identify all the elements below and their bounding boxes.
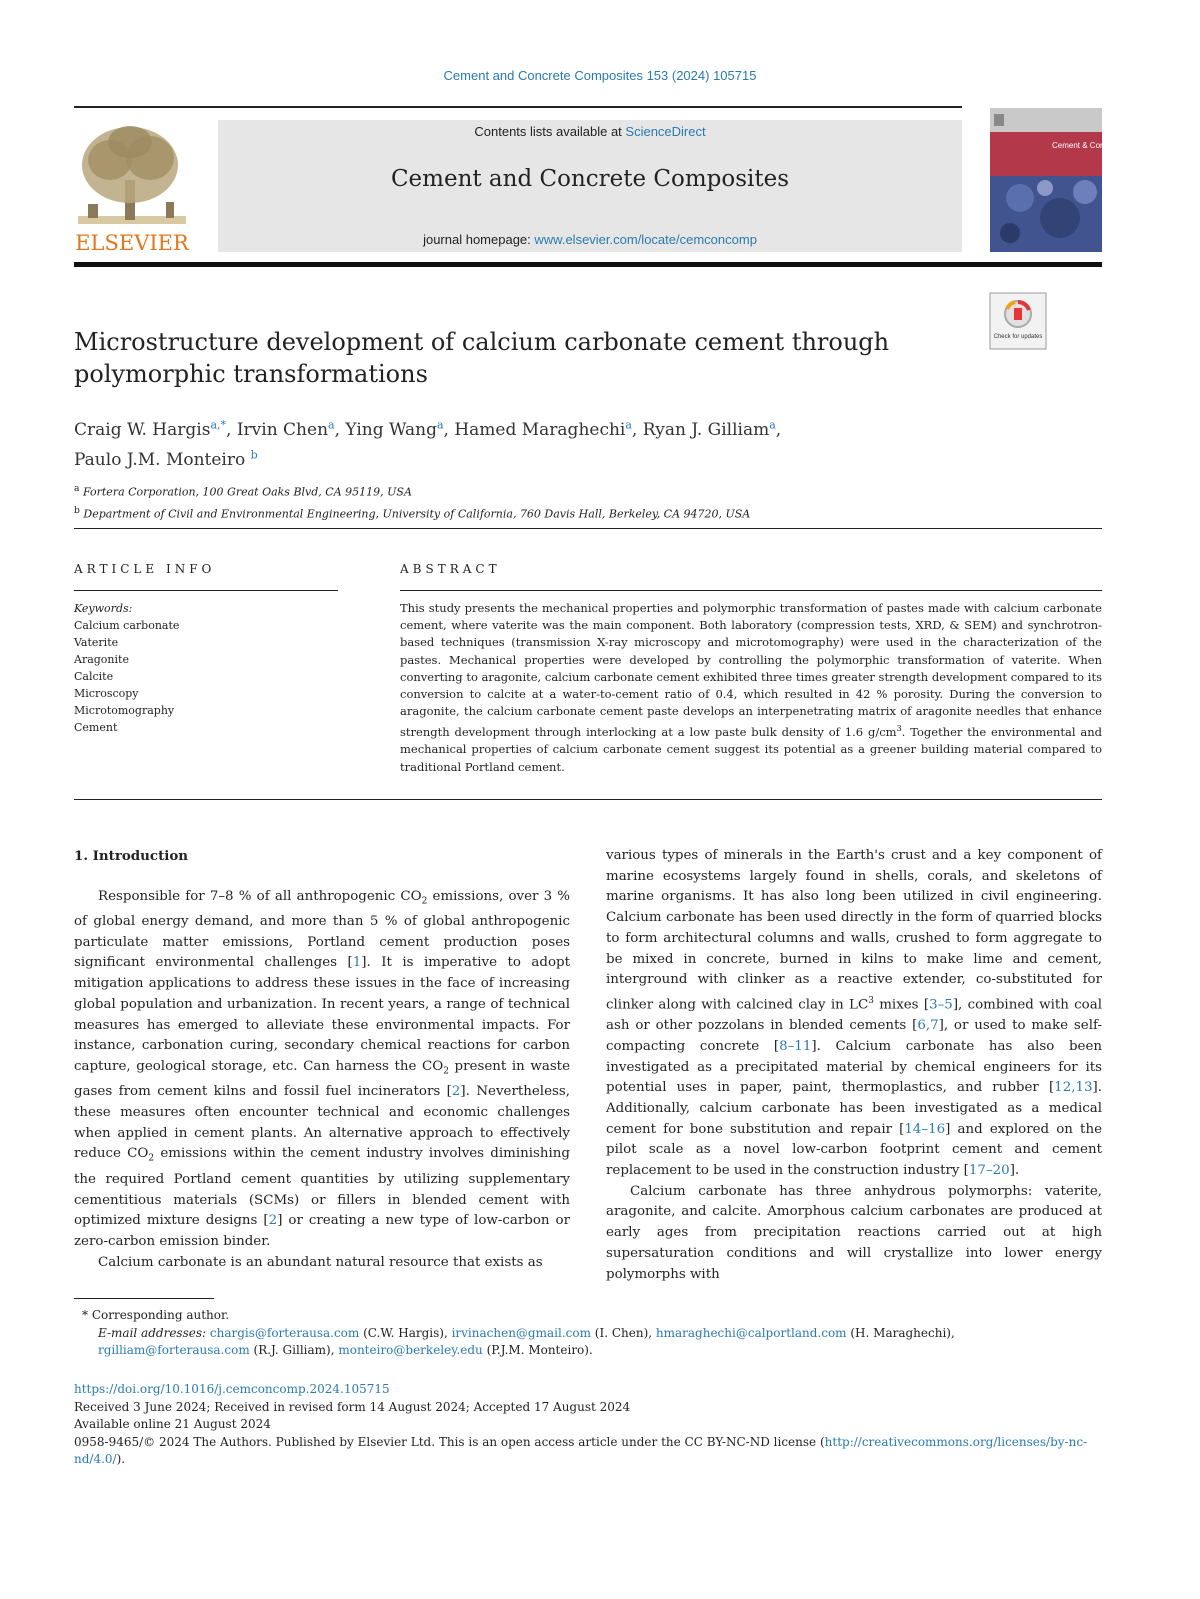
citation-link[interactable]: 17–20 bbox=[968, 1163, 1010, 1179]
running-head[interactable]: Cement and Concrete Composites 153 (2024) 105715 bbox=[443, 68, 757, 83]
author[interactable]: Ryan J. Gilliam$^a$, bbox=[642, 418, 782, 440]
homepage-line bbox=[218, 232, 962, 247]
header-rule bbox=[74, 106, 962, 108]
check-updates-label: Check for updates bbox=[993, 334, 1043, 340]
affiliation: $^a$ Fortera Corporation, 100 Great Oaks Blvd, CA 95119, USA bbox=[74, 483, 412, 499]
email-addresses: E-mail addresses: chargis@forterausa.com (C.W. Hargis), irvinachen@gmail.com (I. Chen), hmaraghechi@calportland.com (H. Maraghechi), rgilliam@forterausa.com (R.J. Gilliam), monteiro@berkeley.edu (P.J.M. Monteiro). bbox=[98, 1325, 955, 1357]
citation-link[interactable]: 6,7 bbox=[917, 1018, 939, 1034]
author[interactable]: Ying Wang$^a$, bbox=[345, 418, 455, 440]
email-link[interactable]: rgilliam@forterausa.com bbox=[98, 1343, 250, 1357]
publisher-logo bbox=[70, 120, 194, 260]
article-title bbox=[74, 326, 974, 390]
email-link[interactable]: irvinachen@gmail.com bbox=[451, 1325, 591, 1340]
doi-link[interactable]: https://doi.org/10.1016/j.cemconcomp.2024.105715 bbox=[74, 1382, 390, 1396]
license-statement: 0958-9465/© 2024 The Authors. Published by Elsevier Ltd. This is an open access article under the CC BY-NC-ND license (http://creativecommons.org/licenses/by-nc-nd/4.0/). bbox=[74, 1434, 1088, 1466]
abstract-heading: ABSTRACT bbox=[400, 562, 501, 576]
author-list bbox=[74, 412, 974, 473]
corresponding-author-note: * Corresponding author. bbox=[82, 1308, 230, 1322]
paragraph: Responsible for 7–8 % of all anthropogenic $CO_2$ emissions, over 3 % of global energy demand, and more than 5 % of global anthropogenic particulate matter emissions, Portland cement production poses significant environmental challenges [1]. It is imperative to adopt mitigation applications to address these issues in the face of increasing global population and urbanization. In recent years, a range of technical measures has emerged to alleviate these environmental impacts. For instance, carbonation curing, secondary chemical reactions for carbon capture, geological storage, etc. Can harness the $CO_2$ present in waste gases from cement kilns and fossil fuel incinerators [2]. Nevertheless, these measures often encounter technical and economic challenges when applied in cement plants. An alternative approach to effectively reduce $CO_2$ emissions within the cement industry involves diminishing the required Portland cement quantities by utilizing supplementary cementitious materials (SCMs) or fillers in blended cement with optimized mixture designs [2] or creating a new type of low-carbon or zero-carbon emission binder. bbox=[74, 888, 571, 1249]
abstract-text: This study presents the mechanical properties and polymorphic transformation of pastes made with calcium carbonate cement, where vaterite was the main component. Both laboratory (compression tests, XRD, & SEM) and synchrotron-based techniques (transmission X-ray microscopy and microtomography) were used in the characterization of the pastes. Mechanical properties were developed by controlling the polymorphic transformation of vaterite. When converting to aragonite, calcium carbonate cement exhibited three times greater strength development compared to its conversion to calcite at a water-to-cement ratio of 0.4, which resulted in 42 % porosity. During the conversion to aragonite, the calcium carbonate cement paste develops an interpenetrating matrix of aragonite needles that enhance strength development through interlocking at a low paste bulk density of 1.6 $g/cm^3$. Together the environmental and mechanical properties of calcium carbonate cement suggest its potential as a greener building material compared to traditional Portland cement. bbox=[400, 601, 1103, 774]
publisher-wordmark: ELSEVIER bbox=[75, 231, 189, 255]
affiliation: $^b$ Department of Civil and Environmental Engineering, University of California, 760 Davis Hall, Berkeley, CA 94720, USA bbox=[74, 504, 751, 521]
cover-title: Cement & Concrete Composites bbox=[1052, 141, 1167, 150]
body-column-left bbox=[74, 846, 570, 1273]
email-link[interactable]: monteiro@berkeley.edu bbox=[338, 1343, 483, 1357]
journal-title: Cement and Concrete Composites bbox=[390, 166, 790, 192]
footnote-rule bbox=[74, 1298, 214, 1299]
available-online: Available online 21 August 2024 bbox=[74, 1417, 271, 1431]
keyword: Calcite bbox=[74, 670, 114, 683]
abstract-rule bbox=[400, 590, 1102, 591]
section-heading: 1. Introduction bbox=[74, 848, 189, 864]
article-info-heading: ARTICLE INFO bbox=[74, 562, 216, 576]
author[interactable]: Paulo J.M. Monteiro $^b$ bbox=[74, 448, 258, 471]
homepage-prefix: journal homepage: bbox=[423, 232, 535, 247]
info-rule bbox=[74, 528, 1102, 529]
license-link[interactable]: http://creativecommons.org/licenses/by-nc-nd/4.0/ bbox=[74, 1434, 1088, 1466]
citation-link[interactable]: 2 bbox=[451, 1084, 461, 1100]
citation-link[interactable]: 14–16 bbox=[904, 1121, 946, 1137]
paragraph: Calcium carbonate is an abundant natural resource that exists as bbox=[98, 1254, 543, 1270]
keyword: Calcium carbonate bbox=[74, 619, 180, 632]
paragraph: various types of minerals in the Earth's crust and a key component of marine ecosystems largely found in shells, corals, and skeletons of marine organisms. It has also long been utilized in civil engineering. Calcium carbonate has been used directly in the form of quarried blocks to form architectural columns and walls, crushed to form aggregate to be mixed in concrete, burned in kilns to make lime and cement, interground with clinker as a reactive extender, co-substituted for clinker along with calcined clay in $LC^3$ mixes [3–5], combined with coal ash or other pozzolans in blended cements [6,7], or used to make self-compacting concrete [8–11]. Calcium carbonate has also been investigated as a precipitated material by chemical engineers for its potential uses in paper, paint, thermoplastics, and rubber [12,13]. Additionally, calcium carbonate has been investigated as a medical cement for bone substitution and repair [14–16] and explored on the pilot scale as a novel low-carbon footprint cement and cement replacement to be used in the construction industry [17–20]. bbox=[606, 848, 1102, 1179]
journal-cover-image bbox=[990, 108, 1167, 252]
banner-rule bbox=[74, 262, 1102, 267]
author[interactable]: Hamed Maraghechi$^a$, bbox=[454, 418, 643, 440]
keywords-label: Keywords: bbox=[74, 602, 133, 615]
citation-link[interactable]: 12,13 bbox=[1054, 1080, 1093, 1096]
keyword: Aragonite bbox=[74, 653, 129, 666]
article-info-rule bbox=[74, 590, 338, 591]
citation-link[interactable]: 2 bbox=[268, 1213, 278, 1229]
author[interactable]: Craig W. Hargis$^{a,*}$, bbox=[74, 418, 237, 440]
citation-link[interactable]: 1 bbox=[352, 955, 362, 971]
journal-banner bbox=[218, 120, 962, 252]
keyword: Vaterite bbox=[74, 636, 119, 649]
received-dates: Received 3 June 2024; Received in revised form 14 August 2024; Accepted 17 August 2024 bbox=[74, 1399, 631, 1414]
affiliations bbox=[74, 480, 974, 523]
citation-link[interactable]: 8–11 bbox=[779, 1038, 812, 1054]
title-line-1: Microstructure development of calcium carbonate cement through bbox=[74, 328, 890, 356]
homepage-link[interactable]: www.elsevier.com/locate/cemconcomp bbox=[534, 232, 757, 247]
contents-line bbox=[218, 124, 962, 139]
author[interactable]: Irvin Chen$^a$, bbox=[236, 418, 346, 440]
paragraph: Calcium carbonate has three anhydrous polymorphs: vaterite, aragonite, and calcite. Amorphous calcium carbonates are produced at early ages from precipitation reactions carried out at high supersaturation conditions and will crystallize into lower energy polymorphs with bbox=[606, 1183, 1102, 1282]
footnotes bbox=[74, 1307, 1102, 1360]
email-link[interactable]: chargis@forterausa.com bbox=[209, 1325, 360, 1340]
keyword: Cement bbox=[74, 721, 118, 734]
contents-prefix: Contents lists available at bbox=[474, 124, 626, 139]
title-line-2: polymorphic transformations bbox=[74, 360, 428, 388]
email-link[interactable]: hmaraghechi@calportland.com bbox=[655, 1325, 847, 1340]
keywords-block bbox=[74, 600, 338, 736]
keyword: Microtomography bbox=[74, 704, 175, 717]
citation-link[interactable]: 3–5 bbox=[929, 997, 953, 1013]
publication-info bbox=[74, 1381, 1102, 1469]
keyword: Microscopy bbox=[74, 687, 139, 700]
sciencedirect-link[interactable]: ScienceDirect bbox=[625, 124, 706, 139]
body-column-right bbox=[606, 846, 1102, 1285]
check-for-updates-badge[interactable] bbox=[989, 292, 1047, 350]
abstract-end-rule bbox=[74, 799, 1102, 800]
